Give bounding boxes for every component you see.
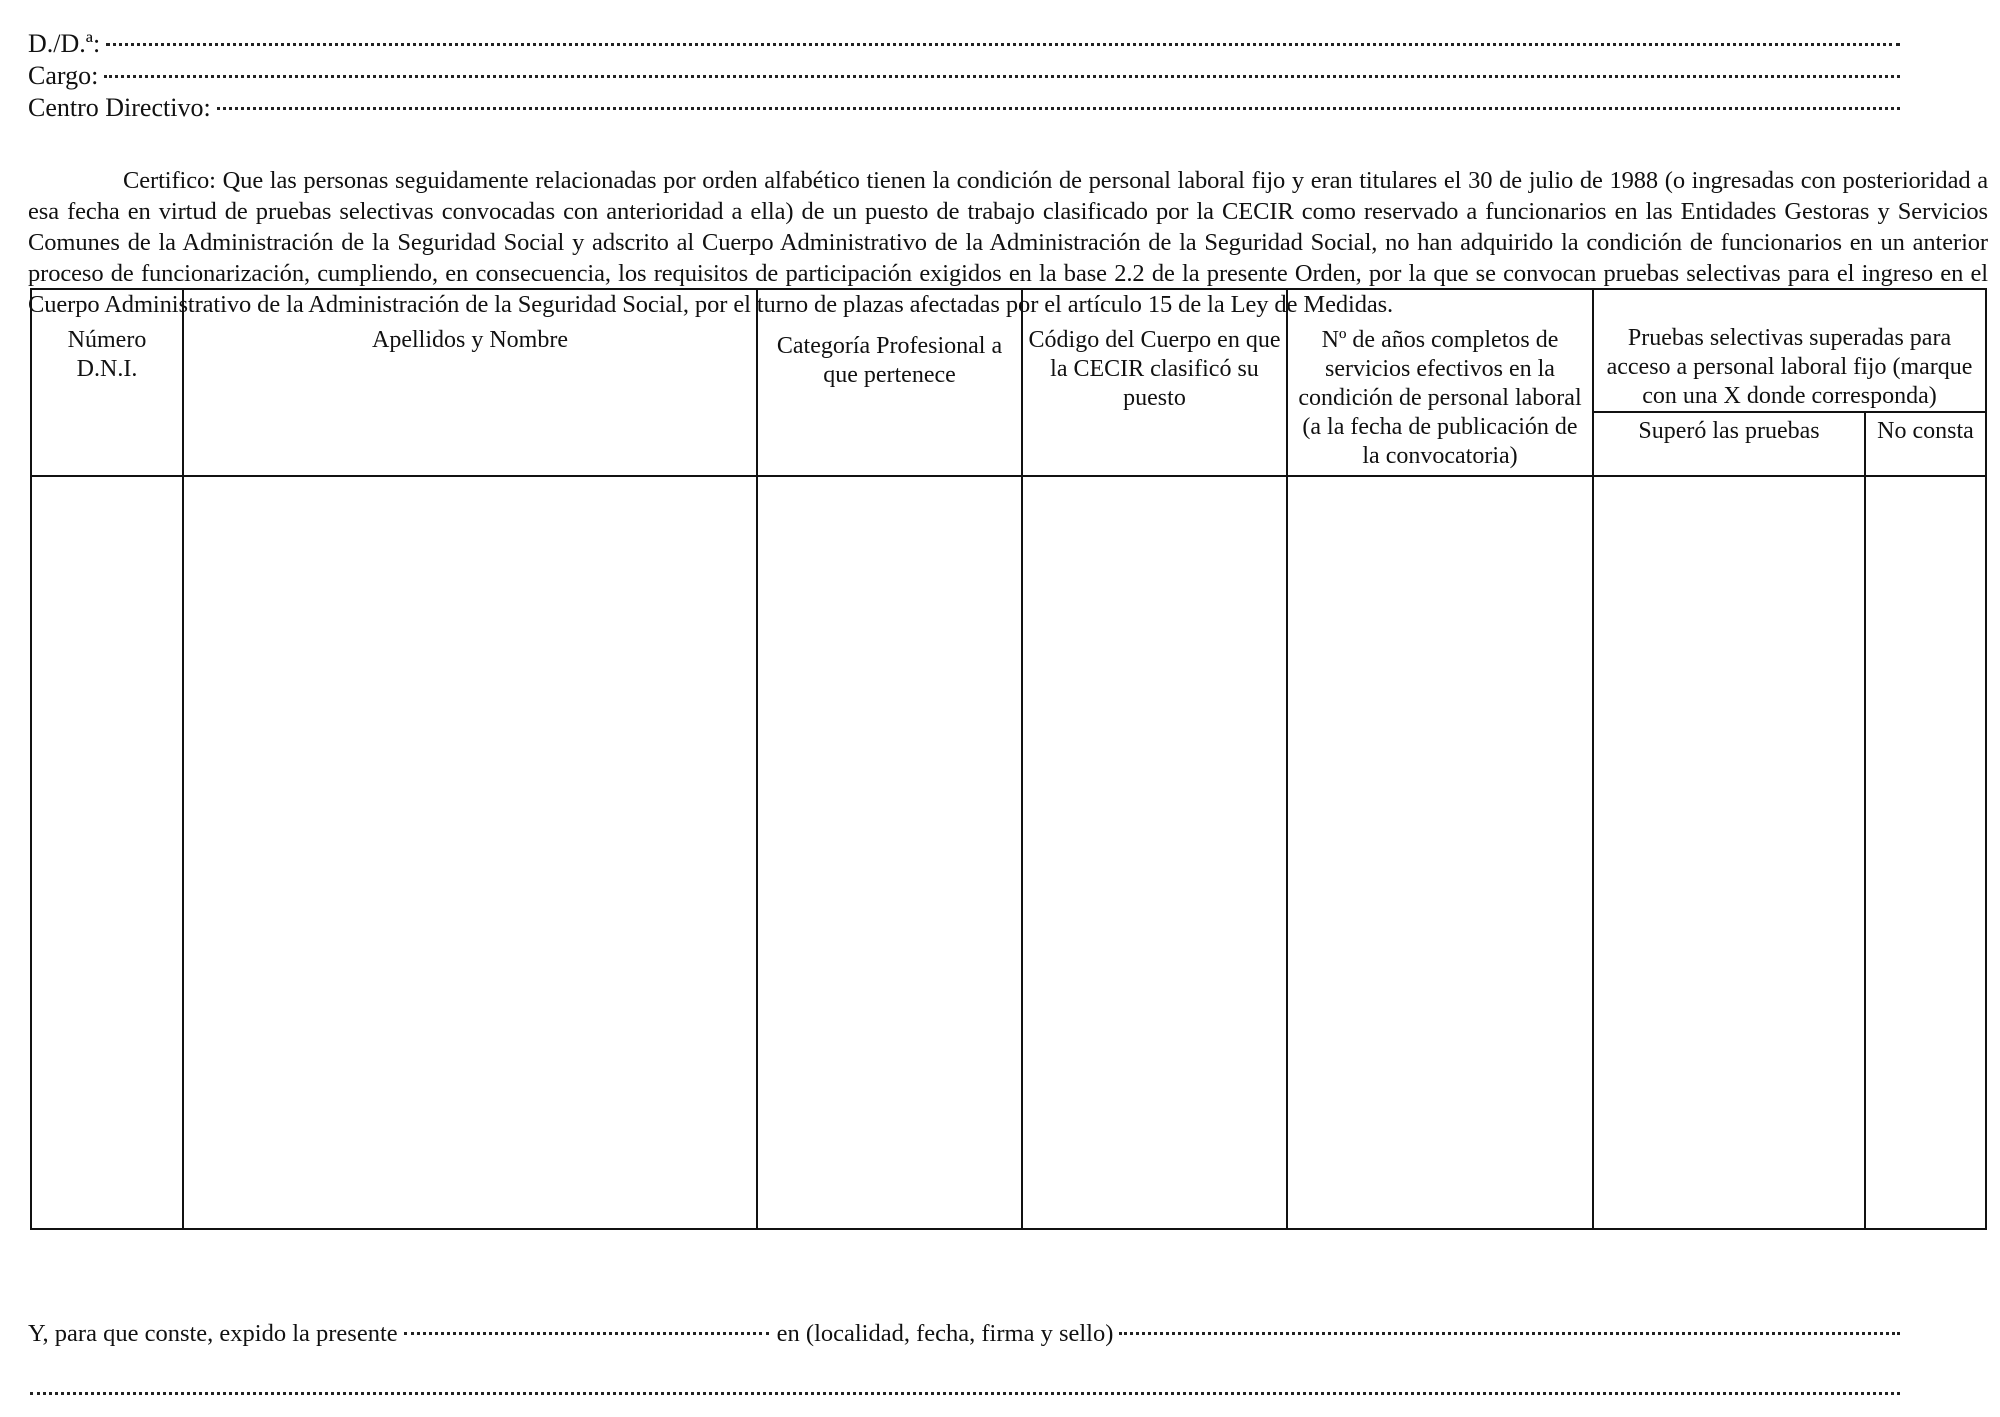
centro-directivo-label: Centro Directivo:: [28, 93, 211, 122]
footer-text-start: Y, para que conste, expido la presente: [28, 1320, 398, 1347]
footer-dotted-line-2[interactable]: [30, 1392, 1900, 1395]
cargo-field[interactable]: [28, 60, 1900, 92]
dd-field[interactable]: [28, 28, 1900, 60]
header-pruebas-selectivas-text: Pruebas selectivas superadas para acceso a personal laboral fijo (marque con una X donde corresponda): [1606, 325, 1973, 409]
cell-codigo-cuerpo[interactable]: [1022, 476, 1287, 1229]
header-numero-dni-text: Número D.N.I.: [67, 327, 147, 382]
footer-dotted-fill-1[interactable]: [404, 1332, 769, 1335]
header-codigo-cuerpo: [1022, 289, 1287, 476]
dd-dotted-line[interactable]: [106, 43, 1900, 46]
header-anios-servicio: [1287, 289, 1593, 476]
centro-directivo-field[interactable]: [28, 92, 1900, 124]
header-anios-servicio-text: Nº de años completos de servicios efectivos en la condición de personal laboral (a la fecha de publicación de la convocatoria): [1298, 327, 1582, 469]
footer-dotted-fill-2[interactable]: [1119, 1332, 1900, 1335]
dd-label: D./D.ª:: [28, 29, 101, 58]
header-categoria: [757, 289, 1022, 476]
cell-numero-dni[interactable]: [31, 476, 183, 1229]
header-apellidos-nombre-text: Apellidos y Nombre: [372, 327, 568, 353]
header-supero-pruebas: [1593, 412, 1865, 476]
header-no-consta-text: No consta: [1877, 418, 1974, 444]
cell-apellidos-nombre[interactable]: [183, 476, 757, 1229]
footer-text-middle: en (localidad, fecha, firma y sello): [776, 1320, 1114, 1347]
header-codigo-cuerpo-text: Código del Cuerpo en que la CECIR clasificó su puesto: [1028, 327, 1281, 411]
header-pruebas-selectivas: [1593, 289, 1986, 412]
table-body-row: [31, 476, 1986, 1229]
header-supero-pruebas-text: Superó las pruebas: [1638, 418, 1820, 444]
header-numero-dni: [31, 289, 183, 476]
footer-line: [28, 1318, 1900, 1350]
header-no-consta: [1865, 412, 1986, 476]
cell-categoria[interactable]: [757, 476, 1022, 1229]
certifico-paragraph: Certifico: Que las personas seguidamente relacionadas por orden alfabético tienen la condición de personal laboral fijo y eran titulares el 30 de julio de 1988 (o ingresadas con posterioridad a esa fecha en virtud de pruebas selectivas convocadas con anterioridad a ella) de un puesto de trabajo clasificado por la CECIR como reservado a funcionarios en las Entidades Gestoras y Servicios Comunes de la Administración de la Seguridad Social y adscrito al Cuerpo Administrativo de la Administración de la Seguridad Social, no han adquirido la condición de funcionarios en un anterior proceso de funcionarización, cumpliendo, en consecuencia, los requisitos de participación exigidos en la base 2.2 de la presente Orden, por la que se convocan pruebas selectivas para el ingreso en el Cuerpo Administrativo de la Administración de la Seguridad Social, por el turno de plazas afectadas por el artículo 15 de la Ley de Medidas.: [28, 166, 1988, 318]
cell-supero-pruebas[interactable]: [1593, 476, 1865, 1229]
cargo-label: Cargo:: [28, 61, 99, 90]
cargo-dotted-line[interactable]: [104, 75, 1900, 78]
cell-no-consta[interactable]: [1865, 476, 1986, 1229]
header-categoria-text: Categoría Profesional a que pertenece: [776, 333, 1003, 388]
header-apellidos-nombre: [183, 289, 757, 476]
cell-anios-servicio[interactable]: [1287, 476, 1593, 1229]
centro-directivo-dotted-line[interactable]: [217, 107, 1900, 110]
personal-table: [30, 288, 1987, 1230]
